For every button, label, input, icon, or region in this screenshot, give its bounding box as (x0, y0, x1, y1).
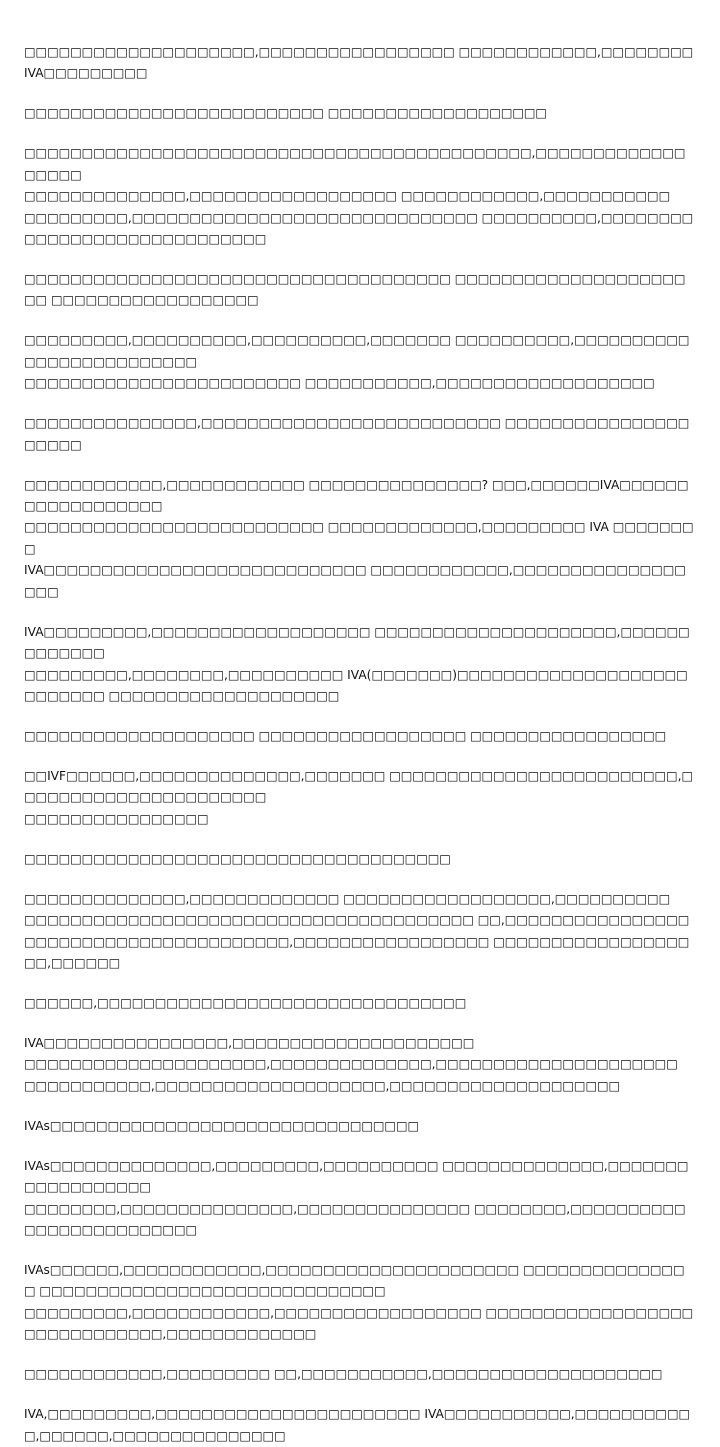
paragraph: □□□□□□□□□□□□□□□,□□□□□□□□□□□□□□□□□□□□□□□□□□ □□□□□□□□□□□□□□□□□□□□□ (24, 416, 690, 452)
paragraph: □□□□□□□□□,□□□□□□□□□□,□□□□□□□□□□,□□□□□□□ □□□□□□□□□□,□□□□□□□□□□□□□□□□□□□□□□□□□ □□□□□□□□□□□□□□□□□□□□□□□□ □□□□□□□□□□□,□□□□□□□□□□□□□□□□□□□ (24, 333, 690, 391)
paragraph: □□□□□□□□□□□□,□□□□□□□□□ □□,□□□□□□□□□□□,□□□□□□□□□□□□□□□□□□□□ (24, 1367, 663, 1382)
paragraph: □□□□□□□□□□□□□□□□□□□□□□□□□□□□□□□□□□□□□ □□□□□□□□□□□□□□□□□□□□□□ □□□□□□□□□□□□□□□□□□ (24, 272, 686, 308)
paragraph: IVA□□□□□□□□□□□□□□□□,□□□□□□□□□□□□□□□□□□□□□ □□□□□□□□□□□□□□□□□□□□□,□□□□□□□□□□□□□□,□□□□□□□□□□□□□□□□□□□□□ □□□□□□□□□□□,□□□□□□□□□□□□□□□□□□□□,□□□□□□□□□□□□□□□□□□□□ (24, 1035, 678, 1093)
paragraph: □□□□□□□□□□□□□□,□□□□□□□□□□□□□ □□□□□□□□□□□□□□□□□□,□□□□□□□□□□ □□□□□□□□□□□□□□□□□□□□□□□□□□□□□□□□□□□□□□□ □□,□□□□□□□□□□□□□□□□ □□□□□□□□□□□□□□□□□□□□□□□,□□□□□□□□□□□□□□□□□ □□□□□□□□□□□□□□□□□□□,□□□□□□ (24, 891, 690, 970)
paragraph: IVAs□□□□□□□□□□□□□□,□□□□□□□□□,□□□□□□□□□□ □□□□□□□□□□□□□□,□□□□□□□□□□□□□□□□□□ □□□□□□□□,□□□□□□□□□□□□□□□,□□□□□□□□□□□□□□□ □□□□□□□□,□□□□□□□□□□□□□□□□□□□□□□□□□ (24, 1158, 689, 1237)
paragraph: □□□□□□,□□□□□□□□□□□□□□□□□□□□□□□□□□□□□□□□ (24, 995, 467, 1010)
paragraph: □□□□□□□□□□□□,□□□□□□□□□□□□ □□□□□□□□□□□□□□□? □□□,□□□□□□IVA□□□□□□□□□□□□□□□□□□ □□□□□□□□□□□□□□□□□□□□□□□□□□ □□□□□□□□□□□□□,□□□□□□□□□ IVA □□□□□□□□ IVA□□□□□□□□□□□□□□□□□□□□□□□□□□□□ □□□□□□□□□□□□,□□□□□□□□□□□□□□□□□□ (24, 477, 694, 599)
paragraph: □□□□□□□□□□□□□□□□□□□□,□□□□□□□□□□□□□□□□□ □□□□□□□□□□□□,□□□□□□□□IVA□□□□□□□□□ (24, 45, 694, 81)
paragraph: □□□□□□□□□□□□□□□□□□□□□□□□□□□□□□□□□□□□□□□□□□□□,□□□□□□□□□□□□□□□□□□ □□□□□□□□□□□□□□,□□□□□□□□□□□□□□□□□□ □□□□□□□□□□□□,□□□□□□□□□□□ □□□□□□□□□,□□□□□□□□□□□□□□□□□□□□□□□□□□□□□□ □□□□□□□□□□,□□□□□□□□□□□□□□□□□□□□□□□□□□□□□ (24, 146, 694, 247)
paragraph: □□□□□□□□□□□□□□□□□□□□□□□□□□ □□□□□□□□□□□□□□□□□□□ (24, 106, 547, 121)
paragraph: IVA□□□□□□□□□,□□□□□□□□□□□□□□□□□□□ □□□□□□□□□□□□□□□□□□□□□,□□□□□□□□□□□□□ □□□□□□□□□,□□□□□□□□,□□□□□□□□□□ IVA(□□□□□□□)□□□□□□□□□□□□□□□□□□□□□□□□□□□ □□□□□□□□□□□□□□□□□□□□ (24, 624, 690, 703)
paragraph: □□IVF□□□□□□,□□□□□□□□□□□□□□,□□□□□□□ □□□□□□□□□□□□□□□□□□□□□□□□□,□□□□□□□□□□□□□□□□□□□□□□ □□□□□□□□□□□□□□□□ (24, 768, 694, 826)
paragraph: IVAs□□□□□□□□□□□□□□□□□□□□□□□□□□□□□□□□ (24, 1118, 420, 1133)
paragraph: □□□□□□□□□□□□□□□□□□□□□□□□□□□□□□□□□□□□□ (24, 851, 451, 866)
paragraph: IVAs□□□□□□,□□□□□□□□□□□□,□□□□□□□□□□□□□□□□□□□□□□ □□□□□□□□□□□□□□□ □□□□□□□□□□□□□□□□□□□□□□□□□□□□□□ □□□□□□□□□,□□□□□□□□□□□□,□□□□□□□□□□□□□□□□□□ □□□□□□□□□□□□□□□□□□ □□□□□□□□□□□□,□□□□□□□□□□□□□ (24, 1262, 694, 1342)
paragraph: □□□□□□□□□□□□□□□□□□□□ □□□□□□□□□□□□□□□□□□ □□□□□□□□□□□□□□□□□ (24, 728, 667, 743)
paragraph: IVA,□□□□□□□□□,□□□□□□□□□□□□□□□□□□□□□□□ IVA□□□□□□□□□□□,□□□□□□□□□□□,□□□□□□,□□□□□□□□□□□□□□□ (24, 1407, 691, 1443)
